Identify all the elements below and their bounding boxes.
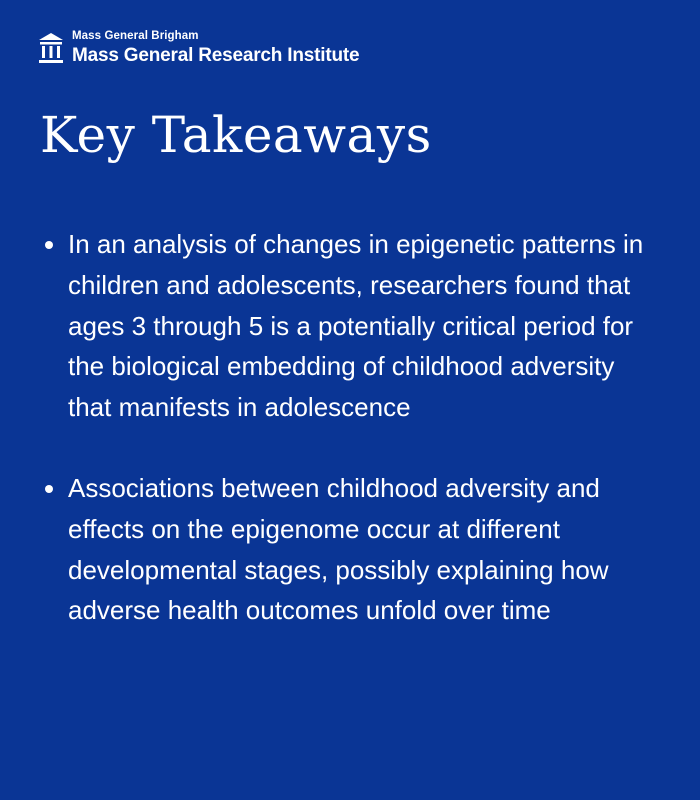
brand-text <box>72 31 359 65</box>
takeaway-text: Associations between childhood adversity and effects on the epigenome occur at different developmental stages, possibly explaining how adverse health outcomes unfold over time <box>68 472 609 626</box>
bullet-dot-icon <box>45 485 53 493</box>
brand-logo <box>38 31 359 65</box>
building-columns-icon <box>38 31 64 65</box>
takeaway-text: In an analysis of changes in epigenetic patterns in children and adolescents, researchers found that ages 3 through 5 is a potentially critical period for the biological embedding of childhood adversity that manifests in adolescence <box>68 229 644 423</box>
page-title: Key Takeaways <box>40 106 432 164</box>
bullet-dot-icon <box>45 241 53 249</box>
brand-parent-name: Mass General Brigham <box>72 30 199 43</box>
takeaway-item <box>0 224 700 428</box>
takeaways-list <box>0 224 700 631</box>
takeaway-item <box>0 468 700 631</box>
brand-institute-name: Mass General Research Institute <box>72 44 360 66</box>
